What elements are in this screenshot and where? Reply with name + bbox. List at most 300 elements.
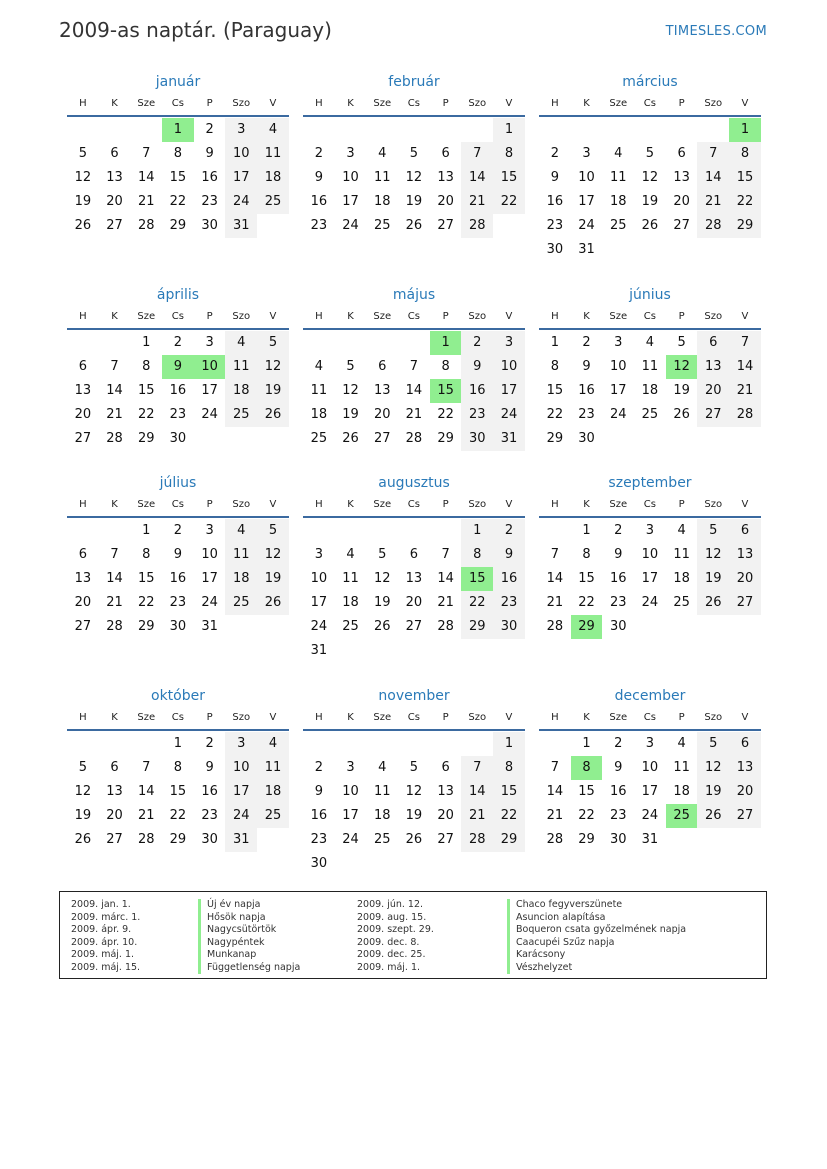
day-cell: 30 — [578, 431, 595, 446]
weekday-header: Cs — [407, 712, 420, 723]
weekday-header: Szo — [232, 98, 251, 109]
holiday-date: 2009. ápr. 9. — [71, 924, 132, 935]
day-cell: 28 — [137, 832, 155, 847]
day-cell: 19 — [257, 567, 289, 591]
day-cell: 8 — [582, 547, 591, 562]
day-cell: 7 — [461, 756, 493, 780]
day-cell: 17 — [342, 194, 359, 209]
day-cell: 13 — [437, 170, 454, 185]
weekday-header: Szo — [468, 712, 487, 723]
day-cell: 26 — [405, 218, 423, 233]
weekday-header: H — [551, 712, 559, 723]
empty-cell — [303, 519, 335, 543]
holiday-day-cell: 1 — [729, 118, 761, 142]
day-cell: 28 — [546, 619, 564, 634]
empty-cell — [666, 118, 698, 142]
day-cell: 4 — [645, 335, 655, 350]
day-cell: 3 — [225, 732, 257, 756]
day-cell: 14 — [106, 383, 123, 398]
day-cell: 30 — [461, 427, 493, 451]
day-cell: 11 — [225, 355, 257, 379]
day-cell: 12 — [641, 170, 659, 185]
day-cell: 16 — [169, 383, 187, 398]
weekday-header: K — [111, 499, 118, 510]
weekday-header: Sze — [373, 712, 392, 723]
day-cell: 13 — [437, 784, 454, 799]
day-cell: 11 — [257, 756, 289, 780]
weekday-header: Cs — [171, 499, 184, 510]
day-cell: 16 — [169, 571, 187, 586]
day-cell: 6 — [697, 331, 729, 355]
day-cell: 17 — [225, 780, 257, 804]
day-cell: 1 — [142, 523, 151, 538]
day-cell: 14 — [546, 784, 564, 799]
day-cell: 2 — [614, 736, 623, 751]
day-cell: 14 — [729, 355, 761, 379]
holiday-date: 2009. dec. 8. — [357, 936, 420, 948]
day-cell: 9 — [550, 170, 559, 185]
day-cell: 16 — [201, 784, 218, 799]
holiday-day-cell: 10 — [194, 355, 226, 379]
day-cell: 19 — [74, 194, 92, 209]
month-block — [67, 71, 289, 238]
day-cell: 19 — [74, 808, 92, 823]
month-name: augusztus — [378, 475, 450, 491]
day-cell: 26 — [257, 591, 289, 615]
day-cell: 26 — [697, 591, 729, 615]
day-cell: 9 — [314, 170, 323, 185]
day-cell: 12 — [257, 355, 289, 379]
day-cell: 12 — [405, 784, 423, 799]
day-cell: 3 — [493, 331, 525, 355]
weekday-header: V — [505, 98, 513, 109]
day-cell: 25 — [257, 804, 289, 828]
header-divider — [303, 328, 525, 330]
day-cell: 30 — [609, 832, 627, 847]
day-cell: 25 — [310, 431, 328, 446]
month-name: július — [159, 475, 197, 491]
day-cell: 11 — [609, 170, 627, 185]
holiday-legend — [59, 891, 767, 979]
day-cell: 31 — [493, 427, 525, 451]
day-cell: 28 — [437, 619, 454, 634]
day-cell: 21 — [106, 407, 123, 422]
day-cell: 26 — [74, 218, 92, 233]
empty-cell — [303, 331, 335, 355]
holiday-date: 2009. aug. 15. — [357, 911, 427, 923]
day-cell: 27 — [437, 218, 454, 233]
day-cell: 4 — [346, 547, 355, 562]
month-block — [67, 284, 289, 451]
day-cell: 23 — [493, 591, 525, 615]
day-cell: 4 — [677, 736, 686, 751]
holiday-day-cell: 1 — [162, 118, 194, 142]
month-grid — [539, 306, 761, 451]
weekday-header: H — [315, 311, 323, 322]
month-grid — [303, 306, 525, 451]
weekday-header: Sze — [609, 311, 628, 322]
day-cell: 19 — [641, 194, 659, 209]
empty-cell — [398, 331, 430, 355]
day-cell: 22 — [578, 808, 595, 823]
day-cell: 27 — [673, 218, 690, 233]
day-cell: 12 — [697, 756, 729, 780]
day-cell: 11 — [373, 784, 391, 799]
day-cell: 23 — [201, 808, 218, 823]
day-cell: 15 — [169, 784, 187, 799]
holiday-date: 2009. szept. 29. — [357, 924, 434, 935]
day-cell: 22 — [729, 190, 761, 214]
weekday-header: Cs — [171, 712, 184, 723]
weekday-header: V — [741, 499, 749, 510]
day-cell: 8 — [142, 547, 151, 562]
day-cell: 29 — [169, 832, 187, 847]
day-cell: 15 — [137, 571, 155, 586]
weekday-header: H — [315, 712, 323, 723]
month-name: október — [151, 688, 205, 704]
day-cell: 17 — [641, 784, 659, 799]
empty-cell — [335, 331, 367, 355]
day-cell: 8 — [493, 142, 525, 166]
weekday-header: V — [269, 712, 277, 723]
day-cell: 7 — [441, 547, 450, 562]
empty-cell — [366, 331, 398, 355]
weekday-header: P — [442, 98, 449, 109]
day-cell: 21 — [137, 808, 155, 823]
day-cell: 15 — [493, 166, 525, 190]
day-cell: 31 — [641, 832, 659, 847]
day-cell: 15 — [578, 784, 595, 799]
day-cell: 24 — [641, 808, 659, 823]
weekday-header: Cs — [643, 311, 656, 322]
day-cell: 12 — [342, 383, 359, 398]
day-cell: 11 — [641, 359, 659, 374]
holiday-date: 2009. jún. 12. — [357, 899, 424, 910]
day-cell: 11 — [225, 543, 257, 567]
brand-link[interactable]: TIMESLES.COM — [665, 24, 767, 39]
day-cell: 27 — [74, 431, 92, 446]
empty-cell — [430, 118, 462, 142]
weekday-header: V — [741, 712, 749, 723]
day-cell: 22 — [169, 808, 187, 823]
day-cell: 21 — [461, 190, 493, 214]
day-cell: 17 — [201, 571, 218, 586]
month-name: június — [629, 287, 671, 303]
weekday-header: V — [269, 311, 277, 322]
day-cell: 26 — [641, 218, 659, 233]
day-cell: 16 — [609, 571, 627, 586]
day-cell: 12 — [373, 571, 391, 586]
day-cell: 7 — [729, 331, 761, 355]
holiday-name: Vészhelyzet — [507, 962, 572, 975]
day-cell: 29 — [437, 431, 454, 446]
weekday-header: Cs — [407, 311, 420, 322]
day-cell: 23 — [546, 218, 564, 233]
empty-cell — [366, 118, 398, 142]
month-grid — [67, 306, 289, 451]
holiday-day-cell: 29 — [571, 615, 603, 639]
weekday-header: Szo — [468, 98, 487, 109]
weekday-header: P — [206, 311, 213, 322]
weekday-header: H — [79, 499, 87, 510]
day-cell: 10 — [342, 784, 359, 799]
day-cell: 20 — [106, 808, 123, 823]
day-cell: 23 — [461, 403, 493, 427]
empty-cell — [634, 118, 666, 142]
day-cell: 17 — [578, 194, 595, 209]
day-cell: 25 — [373, 218, 391, 233]
header-divider — [67, 516, 289, 518]
day-cell: 28 — [106, 619, 123, 634]
holiday-name: Karácsony — [507, 949, 565, 962]
weekday-header: K — [347, 98, 354, 109]
day-cell: 27 — [373, 431, 391, 446]
weekday-header: Sze — [137, 98, 156, 109]
day-cell: 22 — [437, 407, 454, 422]
weekday-header: P — [678, 499, 685, 510]
day-cell: 8 — [441, 359, 450, 374]
day-cell: 1 — [173, 736, 183, 751]
day-cell: 22 — [546, 407, 564, 422]
day-cell: 31 — [578, 242, 595, 257]
day-cell: 16 — [310, 808, 328, 823]
day-cell: 5 — [257, 519, 289, 543]
empty-cell — [539, 519, 571, 543]
day-cell: 27 — [405, 619, 423, 634]
day-cell: 26 — [342, 431, 359, 446]
weekday-header: H — [315, 98, 323, 109]
day-cell: 11 — [373, 170, 391, 185]
day-cell: 9 — [314, 784, 323, 799]
weekday-header: P — [442, 499, 449, 510]
day-cell: 12 — [257, 543, 289, 567]
day-cell: 23 — [578, 407, 595, 422]
day-cell: 8 — [173, 760, 183, 775]
month-name: április — [156, 287, 200, 303]
day-cell: 3 — [205, 335, 214, 350]
day-cell: 5 — [257, 331, 289, 355]
day-cell: 24 — [310, 619, 328, 634]
weekday-header: Sze — [137, 311, 156, 322]
weekday-header: V — [269, 499, 277, 510]
weekday-header: Szo — [468, 499, 487, 510]
weekday-header: Sze — [137, 712, 156, 723]
day-cell: 19 — [342, 407, 359, 422]
month-name: január — [155, 74, 201, 90]
day-cell: 9 — [205, 146, 214, 161]
day-cell: 19 — [373, 595, 391, 610]
day-cell: 17 — [201, 383, 218, 398]
empty-cell — [67, 331, 99, 355]
day-cell: 13 — [697, 355, 729, 379]
day-cell: 10 — [201, 547, 218, 562]
day-cell: 4 — [225, 331, 257, 355]
day-cell: 1 — [493, 732, 525, 756]
day-cell: 20 — [106, 194, 123, 209]
day-cell: 7 — [142, 760, 151, 775]
day-cell: 22 — [493, 190, 525, 214]
day-cell: 1 — [550, 335, 559, 350]
day-cell: 4 — [225, 519, 257, 543]
day-cell: 25 — [609, 218, 627, 233]
day-cell: 8 — [550, 359, 559, 374]
weekday-header: Cs — [407, 499, 420, 510]
weekday-header: V — [741, 98, 749, 109]
day-cell: 24 — [342, 218, 359, 233]
weekday-header: K — [347, 712, 354, 723]
holiday-name: Chaco fegyverszünete — [507, 899, 622, 912]
day-cell: 8 — [729, 142, 761, 166]
holiday-day-cell: 1 — [430, 331, 462, 355]
page-title: 2009-as naptár. (Paraguay) — [59, 18, 332, 42]
day-cell: 23 — [201, 194, 218, 209]
day-cell: 27 — [74, 619, 92, 634]
holiday-day-cell: 15 — [430, 379, 462, 403]
day-cell: 10 — [225, 756, 257, 780]
weekday-header: K — [583, 98, 590, 109]
empty-cell — [335, 732, 367, 756]
weekday-header: Cs — [171, 98, 184, 109]
day-cell: 27 — [697, 403, 729, 427]
day-cell: 30 — [609, 619, 627, 634]
day-cell: 3 — [582, 146, 591, 161]
day-cell: 7 — [550, 760, 559, 775]
day-cell: 18 — [609, 194, 627, 209]
weekday-header: Cs — [643, 98, 656, 109]
holiday-name: Új év napja — [198, 899, 260, 912]
day-cell: 24 — [641, 595, 659, 610]
weekday-header: Sze — [609, 712, 628, 723]
day-cell: 2 — [614, 523, 623, 538]
day-cell: 6 — [441, 760, 450, 775]
empty-cell — [335, 519, 367, 543]
header-divider — [67, 328, 289, 330]
weekday-header: P — [442, 311, 449, 322]
day-cell: 9 — [461, 355, 493, 379]
day-cell: 13 — [373, 383, 391, 398]
day-cell: 9 — [173, 547, 183, 562]
weekday-header: Szo — [704, 712, 723, 723]
weekday-header: K — [111, 712, 118, 723]
holiday-date: 2009. máj. 1. — [71, 949, 135, 960]
day-cell: 21 — [137, 194, 155, 209]
day-cell: 24 — [609, 407, 627, 422]
holiday-day-cell: 15 — [461, 567, 493, 591]
day-cell: 16 — [546, 194, 564, 209]
day-cell: 13 — [106, 784, 123, 799]
day-cell: 26 — [257, 403, 289, 427]
day-cell: 21 — [106, 595, 123, 610]
day-cell: 1 — [493, 118, 525, 142]
day-cell: 28 — [405, 431, 423, 446]
day-cell: 17 — [310, 595, 328, 610]
weekday-header: Szo — [704, 98, 723, 109]
day-cell: 13 — [729, 543, 761, 567]
day-cell: 3 — [225, 118, 257, 142]
day-cell: 14 — [697, 166, 729, 190]
day-cell: 30 — [310, 856, 328, 871]
holiday-day-cell: 8 — [571, 756, 603, 780]
day-cell: 5 — [78, 760, 87, 775]
day-cell: 26 — [673, 407, 690, 422]
day-cell: 20 — [437, 194, 454, 209]
day-cell: 18 — [257, 780, 289, 804]
day-cell: 20 — [673, 194, 690, 209]
weekday-header: K — [583, 499, 590, 510]
day-cell: 14 — [137, 784, 155, 799]
day-cell: 29 — [546, 431, 564, 446]
day-cell: 5 — [697, 519, 729, 543]
day-cell: 13 — [74, 383, 92, 398]
day-cell: 10 — [342, 170, 359, 185]
day-cell: 17 — [493, 379, 525, 403]
day-cell: 18 — [373, 194, 391, 209]
day-cell: 22 — [493, 804, 525, 828]
day-cell: 8 — [173, 146, 183, 161]
empty-cell — [67, 118, 99, 142]
day-cell: 22 — [461, 591, 493, 615]
day-cell: 30 — [201, 832, 218, 847]
day-cell: 23 — [169, 407, 187, 422]
day-cell: 3 — [346, 760, 355, 775]
day-cell: 18 — [641, 383, 659, 398]
month-grid — [303, 707, 525, 876]
empty-cell — [99, 732, 131, 756]
day-cell: 29 — [137, 619, 155, 634]
empty-cell — [697, 118, 729, 142]
day-cell: 8 — [493, 756, 525, 780]
day-cell: 14 — [405, 383, 423, 398]
day-cell: 2 — [205, 736, 214, 751]
day-cell: 24 — [201, 595, 218, 610]
day-cell: 14 — [461, 780, 493, 804]
empty-cell — [461, 118, 493, 142]
day-cell: 10 — [641, 760, 659, 775]
month-name: február — [388, 74, 440, 90]
weekday-header: H — [79, 311, 87, 322]
day-cell: 28 — [106, 431, 123, 446]
weekday-header: Cs — [643, 712, 656, 723]
month-grid — [67, 93, 289, 238]
holiday-name: Munkanap — [198, 949, 256, 962]
day-cell: 12 — [74, 784, 92, 799]
day-cell: 9 — [582, 359, 591, 374]
day-cell: 19 — [673, 383, 690, 398]
day-cell: 31 — [201, 619, 218, 634]
month-block — [303, 71, 525, 238]
day-cell: 5 — [346, 359, 355, 374]
day-cell: 11 — [673, 760, 690, 775]
day-cell: 21 — [546, 595, 564, 610]
day-cell: 23 — [310, 832, 328, 847]
day-cell: 25 — [257, 190, 289, 214]
empty-cell — [398, 118, 430, 142]
day-cell: 3 — [614, 335, 623, 350]
empty-cell — [130, 732, 162, 756]
day-cell: 2 — [461, 331, 493, 355]
day-cell: 17 — [225, 166, 257, 190]
day-cell: 10 — [609, 359, 627, 374]
day-cell: 29 — [137, 431, 155, 446]
day-cell: 19 — [257, 379, 289, 403]
empty-cell — [303, 732, 335, 756]
weekday-header: P — [206, 712, 213, 723]
holiday-name: Hősök napja — [198, 912, 266, 925]
day-cell: 14 — [461, 166, 493, 190]
empty-cell — [130, 118, 162, 142]
header-divider — [303, 729, 525, 731]
weekday-header: Sze — [373, 98, 392, 109]
